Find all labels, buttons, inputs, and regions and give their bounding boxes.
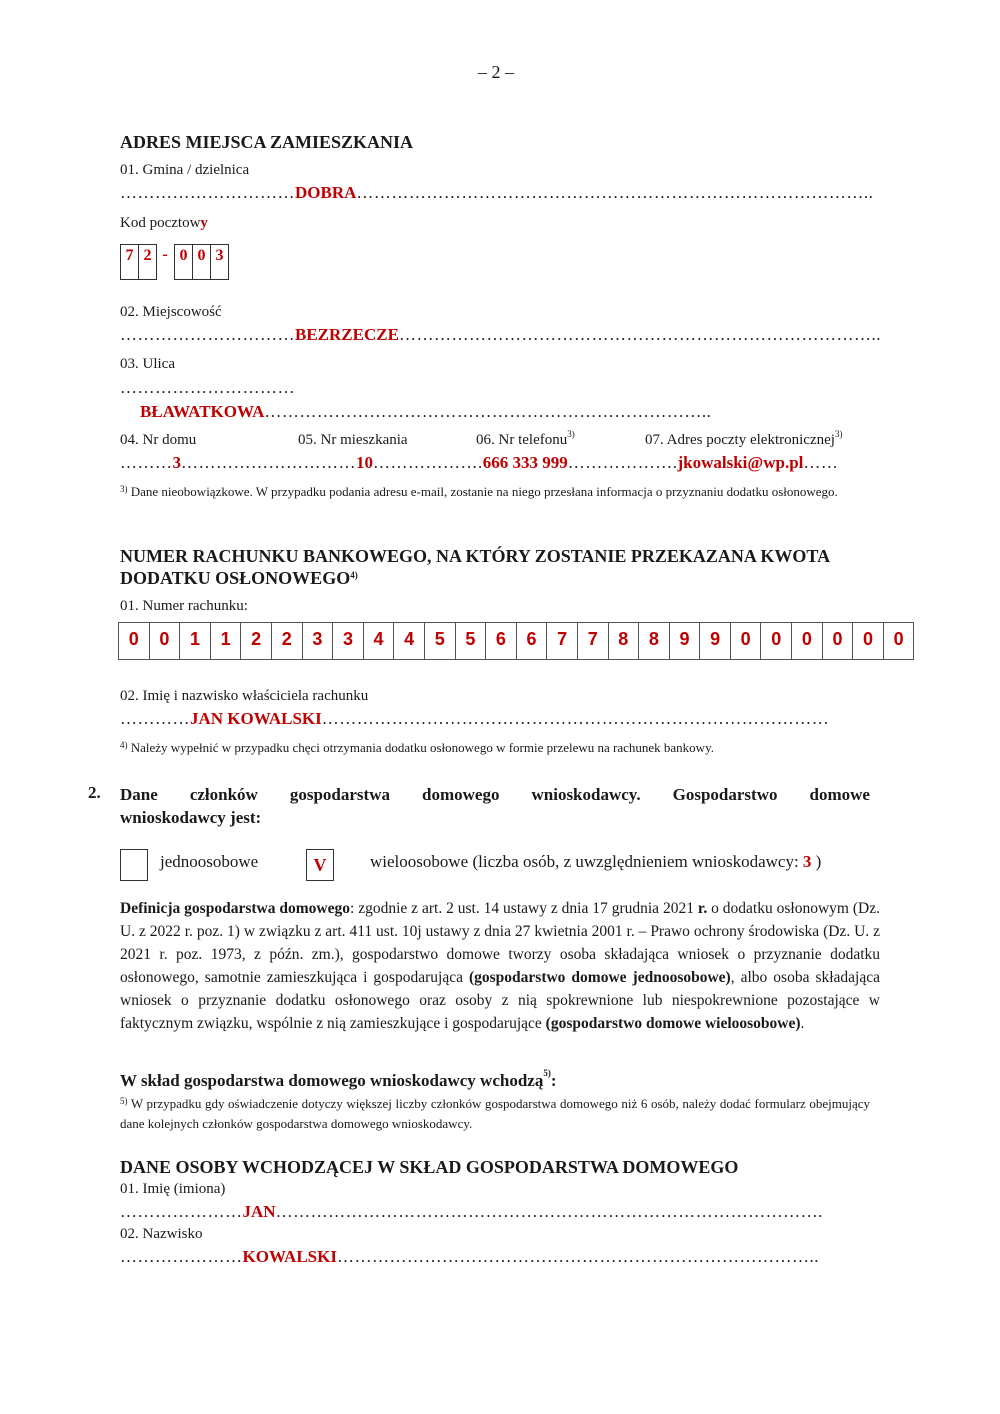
account-digit: 3	[332, 622, 364, 660]
postal-code-field[interactable]	[120, 244, 228, 280]
address-section-title: ADRES MIEJSCA ZAMIESZKANIA	[120, 132, 414, 152]
phone-value: 666 333 999	[482, 453, 568, 472]
account-number-label: 01. Numer rachunku:	[120, 598, 248, 614]
multi-household-checkbox[interactable]: V	[306, 849, 334, 881]
account-digit: 7	[546, 622, 578, 660]
section-number: 2.	[88, 783, 101, 802]
account-owner-label: 02. Imię i nazwisko właściciela rachunku	[120, 688, 369, 704]
account-digit: 0	[883, 622, 915, 660]
city-value: BEZRZECZE	[295, 325, 399, 344]
household-title-word: Dane	[120, 785, 158, 804]
account-owner-value: JAN KOWALSKI	[190, 709, 322, 728]
household-definition: Definicja gospodarstwa domowego: zgodnie z art. 2 ust. 14 ustawy z dnia 17 grudnia 2021 r. o dodatku osłonowym (Dz. U. z 2022 r. poz. 1) w związku z art. 411 ust. 10j ustawy z dnia 27 kwietnia 2001 r. – Prawo ochrony środowiska (Dz. U. z 2021 r. poz. 1973, z późn. zm.), gospodarstwo domowe tworzy osoba składająca wniosek o przyznanie dodatku osłonowego, samotnie zamieszkująca i gospodarująca (gospodarstwo domowe jednoosobowe), albo osoba składająca wniosek o przyznanie dodatku osłonowego oraz osoby z nią spokrewnione lub niespokrewnione pozostające w faktycznym związku, wspólnie z nią zamieszkujące i gospodarujące (gospodarstwo domowe wieloosobowe).	[120, 900, 881, 1032]
household-title-word: domowego	[422, 785, 500, 804]
postal-digit: 0	[174, 244, 193, 280]
page-number: – 2 –	[478, 62, 514, 82]
account-digit: 4	[363, 622, 395, 660]
household-size-value: 3	[802, 852, 812, 871]
first-name-field[interactable]: …………………JAN………………………………………………………………………………….	[120, 1202, 823, 1221]
household-title-word: wnioskodawcy.	[531, 785, 641, 804]
city-field[interactable]: …………………………BEZRZECZE………………………………………………………………………..	[120, 325, 881, 344]
account-digit: 0	[852, 622, 884, 660]
gmina-field[interactable]: …………………………DOBRA……………………………………………………………………………..	[120, 183, 874, 202]
account-digit: 1	[210, 622, 242, 660]
last-name-label: 02. Nazwisko	[120, 1226, 203, 1242]
account-digit: 0	[822, 622, 854, 660]
street-label: 03. Ulica	[120, 356, 175, 372]
contact-fields-row[interactable]: ………3…………………………10……………….666 333 999……………….jkowalski@wp.pl……	[120, 453, 839, 472]
account-digit: 1	[179, 622, 211, 660]
account-digit: 0	[149, 622, 181, 660]
multi-household-label: wieloosobowe (liczba osób, z uwzględnieniem wnioskodawcy: 3 )	[370, 852, 822, 871]
address-footnote: $^{3)}$ Dane nieobowiązkowe. W przypadku podania adresu e-mail, zostanie na niego przesłana informacja o przyznaniu dodatku osłonowego.	[120, 484, 838, 499]
account-digit: 6	[485, 622, 517, 660]
person-section-title: DANE OSOBY WCHODZĄCEJ W SKŁAD GOSPODARSTWA DOMOWEGO	[120, 1157, 739, 1177]
street-dots: …………………………	[120, 378, 295, 397]
account-digit: 0	[118, 622, 150, 660]
postal-separator: -	[162, 246, 168, 263]
postal-digit: 2	[138, 244, 157, 280]
account-digit: 3	[302, 622, 334, 660]
account-digit: 5	[424, 622, 456, 660]
account-digit: 8	[608, 622, 640, 660]
street-value: BŁAWATKOWA	[140, 402, 265, 421]
account-digit: 0	[791, 622, 823, 660]
bank-footnote: $^{4)}$ Należy wypełnić w przypadku chęci otrzymania dodatku osłonowego w formie przelewu na rachunek bankowy.	[120, 740, 714, 755]
account-digit: 7	[577, 622, 609, 660]
last-name-value: KOWALSKI	[242, 1247, 337, 1266]
flat-number-value: 10	[356, 453, 373, 472]
account-digit: 5	[455, 622, 487, 660]
account-digit: 2	[271, 622, 303, 660]
last-name-field[interactable]: …………………KOWALSKI………………………………………………………………………..	[120, 1247, 819, 1266]
account-number-field[interactable]	[118, 622, 913, 660]
account-digit: 6	[516, 622, 548, 660]
house-number-label: 04. Nr domu	[120, 432, 197, 448]
household-title-word: Gospodarstwo	[672, 785, 778, 804]
household-title: Dane członków gospodarstwa domowego wnioskodawcy. Gospodarstwo domowe wnioskodawcy jest:	[120, 785, 870, 827]
postal-digit: 3	[210, 244, 229, 280]
account-digit: 0	[730, 622, 762, 660]
single-household-label: jednoosobowe	[160, 852, 259, 871]
account-digit: 2	[240, 622, 272, 660]
account-digit: 4	[393, 622, 425, 660]
household-title-word: gospodarstwa	[289, 785, 390, 804]
members-footnote: $^{5)}$ W przypadku gdy oświadczenie dotyczy większej liczby członków gospodarstwa domowego niż 6 osób, należy dodać formularz obejmujący dane kolejnych członków gospodarstwa domowego wnioskodawcy.	[120, 1096, 870, 1131]
household-title-word: członków	[189, 785, 258, 804]
members-title: W skład gospodarstwa domowego wnioskodawcy wchodzą$^{5)}$:	[120, 1068, 557, 1090]
household-title-word: domowe	[809, 785, 870, 804]
account-digit: 9	[699, 622, 731, 660]
flat-number-label: 05. Nr mieszkania	[298, 432, 408, 448]
account-digit: 8	[638, 622, 670, 660]
postal-digit: 0	[192, 244, 211, 280]
first-name-value: JAN	[242, 1202, 276, 1221]
email-label: 07. Adres poczty elektronicznej$^{3)}$	[645, 429, 843, 448]
gmina-value: DOBRA	[295, 183, 357, 202]
gmina-label: 01. Gmina / dzielnica	[120, 162, 250, 178]
first-name-label: 01. Imię (imiona)	[120, 1181, 226, 1197]
postal-digit: 7	[120, 244, 139, 280]
house-number-value: 3	[172, 453, 181, 472]
city-label: 02. Miejscowość	[120, 304, 222, 320]
account-owner-field[interactable]: …………JAN KOWALSKI……………………………………………………………………………	[120, 709, 830, 728]
account-digit: 9	[669, 622, 701, 660]
street-field[interactable]: BŁAWATKOWA…………………………………………………………………..	[140, 402, 712, 421]
email-value: jkowalski@wp.pl	[677, 453, 804, 472]
bank-section-title: NUMER RACHUNKU BANKOWEGO, NA KTÓRY ZOSTANIE PRZEKAZANA KWOTA DODATKU OSŁONOWEGO$^{4)}$	[120, 546, 831, 588]
single-household-checkbox[interactable]	[120, 849, 148, 881]
postal-code-label: Kod pocztowy	[120, 215, 208, 231]
phone-label: 06. Nr telefonu$^{3)}$	[476, 429, 575, 448]
account-digit: 0	[760, 622, 792, 660]
